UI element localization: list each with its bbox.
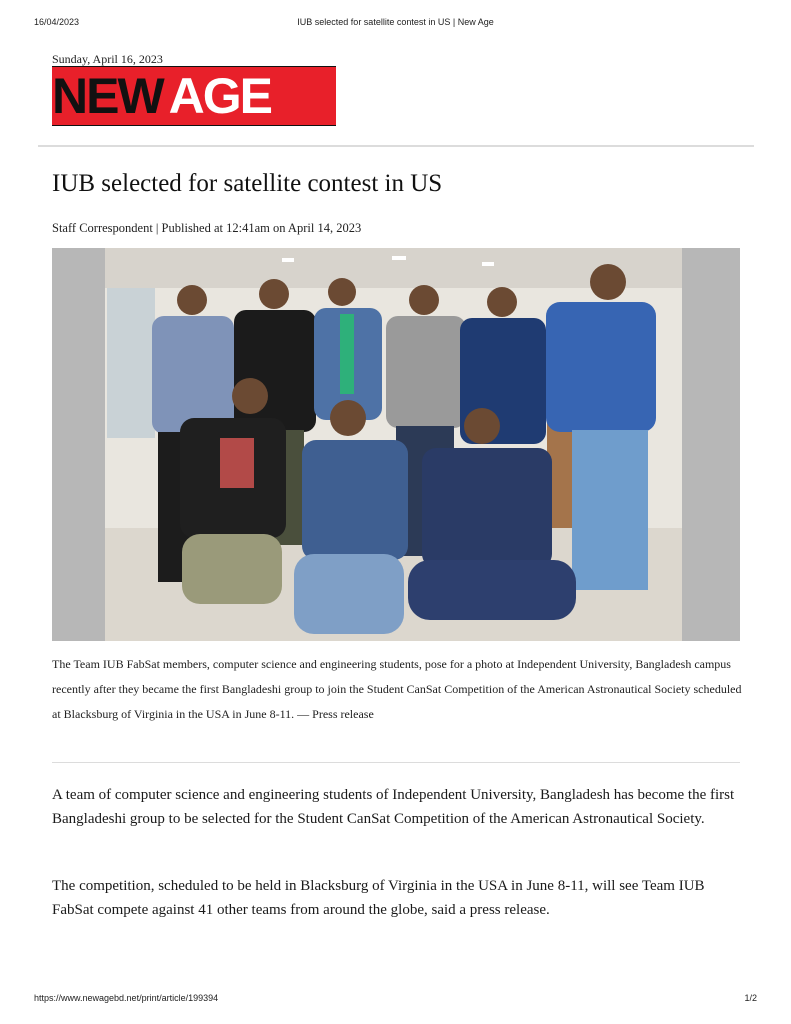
newage-logo[interactable] (52, 66, 336, 126)
masthead-divider (38, 145, 754, 147)
article-byline: Staff Correspondent | Published at 12:41am on April 14, 2023 (52, 221, 362, 235)
photo-caption: The Team IUB FabSat members, computer science and engineering students, pose for a photo at Independent University, Bangladesh campus recently after they became the first Bangladeshi group to join the Student CanSat Competition of the American Astronautical Society scheduled at Blacksburg of Virginia in the USA in June 8-11. — Press release (52, 657, 742, 721)
article-photo (52, 248, 740, 641)
print-date: 16/04/2023 (34, 17, 80, 27)
caption-divider (52, 762, 740, 763)
article-paragraph: The competition, scheduled to be held in Blacksburg of Virginia in the USA in June 8-11, will see Team IUB FabSat compete against 41 other teams from around the globe, said a press release. (52, 878, 705, 918)
logo-new: NEW (52, 67, 167, 125)
print-title: IUB selected for satellite contest in US | New Age (297, 17, 494, 27)
masthead-date: Sunday, April 16, 2023 (52, 52, 163, 66)
article-paragraph: A team of computer science and engineering students of Independent University, Bangladesh has become the first Bangladeshi group to be selected for the Student CanSat Competition of the American Astronautical Society. (52, 787, 735, 827)
logo-age: AGE (168, 68, 272, 124)
page-number: 1/2 (744, 993, 757, 1003)
article-headline: IUB selected for satellite contest in US (52, 170, 443, 197)
print-url[interactable]: https://www.newagebd.net/print/article/199394 (34, 993, 219, 1003)
